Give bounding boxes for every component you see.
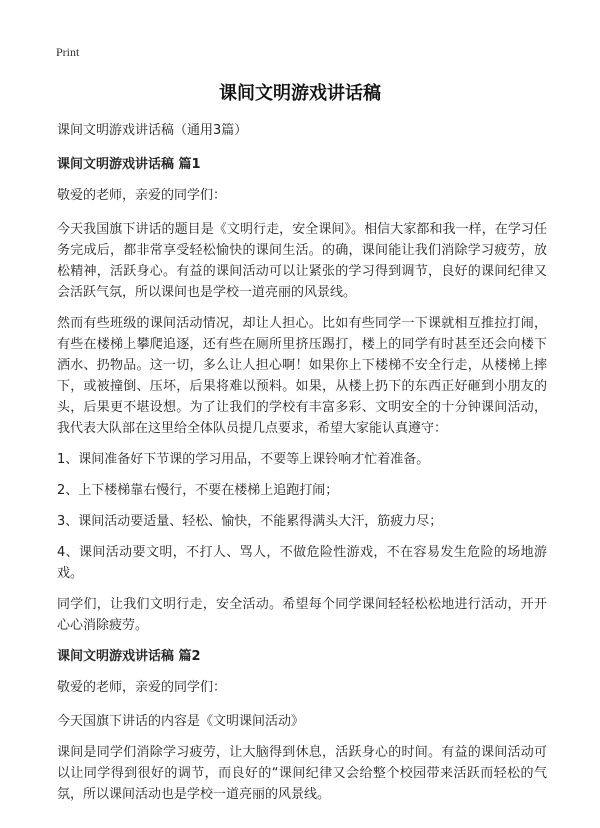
section-heading: 课间文明游戏讲话稿 篇2 [57, 649, 201, 664]
print-link[interactable]: Print [56, 45, 80, 59]
paragraph: 今天国旗下讲话的内容是《文明课间活动》 [57, 714, 305, 729]
list-item: 2、上下楼梯靠右慢行，不要在楼梯上追跑打闹； [57, 483, 339, 498]
article-subtitle: 课间文明游戏讲话稿（通用3篇） [57, 123, 248, 138]
page-title: 课间文明游戏讲话稿 [219, 83, 381, 104]
paragraph: 课间是同学们消除学习疲劳，让大脑得到休息，活跃身心的时间。有益的课间活动可以让同学得到很好的调节，而良好的“课间纪律又会给整个校园带来活跃而轻松的气氛，所以课间活动也是学校一道亮丽的风景线。 [57, 745, 547, 802]
greeting: 敬爱的老师，亲爱的同学们： [57, 680, 227, 695]
list-item: 4、课间活动要文明，不打人、骂人，不做危险性游戏，不在容易发生危险的场地游戏。 [57, 545, 547, 581]
list-item: 1、课间准备好下节课的学习用品，不要等上课铃响才忙着准备。 [57, 452, 430, 467]
paragraph: 今天我国旗下讲话的题目是《文明行走，安全课间》。相信大家都和我一样，在学习任务完成后，都非常享受轻松愉快的课间生活。的确，课间能让我们消除学习疲劳，放松精神，活跃身心。有益的课间活动可以让紧张的学习得到调节，良好的课间纪律又会活跃气氛，所以课间也是学校一道亮丽的风景线。 [57, 222, 547, 300]
article-body [57, 120, 547, 815]
list-item: 3、课间活动要适量、轻松、愉快，不能累得满头大汗，筋疲力尽； [57, 514, 443, 529]
greeting: 敬爱的老师，亲爱的同学们： [57, 188, 227, 203]
paragraph: 然而有些班级的课间活动情况，却让人担心。比如有些同学一下课就相互推拉打闹，有些在楼梯上攀爬追逐，还有些在厕所里挤压踢打，楼上的同学有时甚至还会向楼下洒水、扔物品。这一切，多么让人担心啊！如果你上下楼梯不安全行走，从楼梯上摔下，或被撞倒、压坏，后果将难以预料。如果，从楼上扔下的东西正好砸到小朋友的头，后果更不堪设想。为了让我们的学校有丰富多彩、文明安全的十分钟课间活动，我代表大队部在这里给全体队员提几点要求，希望大家能认真遵守： [57, 316, 547, 436]
section-heading: 课间文明游戏讲话稿 篇1 [57, 157, 201, 172]
paragraph: 同学们，让我们文明行走，安全活动。希望每个同学课间轻轻松松地进行活动，开开心心消除疲劳。 [57, 597, 547, 633]
